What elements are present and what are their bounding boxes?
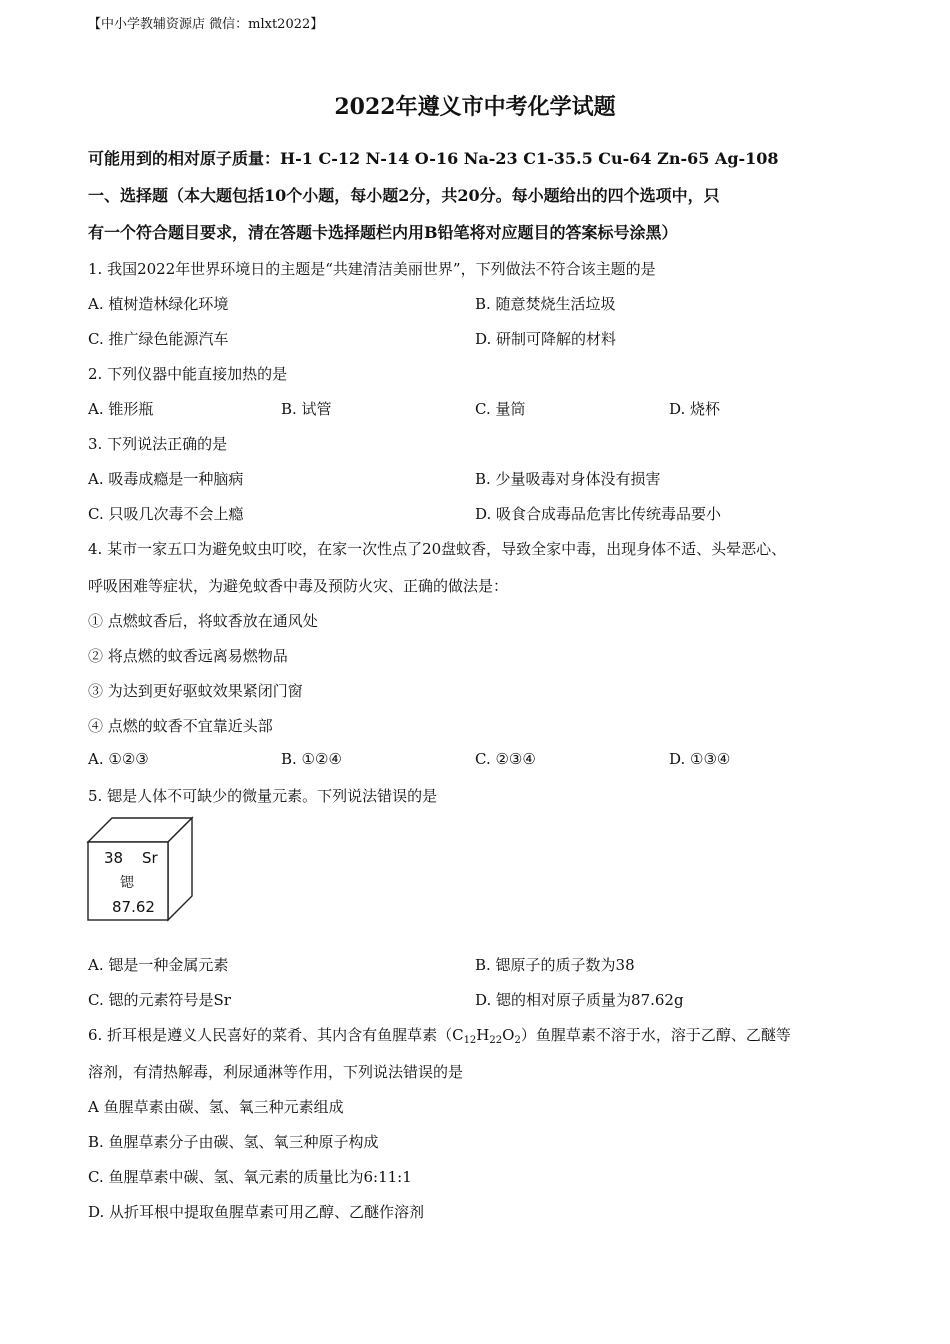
q6-h: H xyxy=(476,1026,490,1044)
q2-stem: 2. 下列仪器中能直接加热的是 xyxy=(88,365,288,383)
q4-statement-3: ③ 为达到更好驱蚊效果紧闭门窗 xyxy=(88,682,303,700)
q6-option-a: A 鱼腥草素由碳、氢、氧三种元素组成 xyxy=(88,1098,344,1116)
q3-option-b: B. 少量吸毒对身体没有损害 xyxy=(475,470,661,488)
q1-option-d: D. 研制可降解的材料 xyxy=(475,330,617,348)
q2-option-d: D. 烧杯 xyxy=(669,400,721,418)
page-header: 【中小学教辅资源店 微信：mlxt2022】 xyxy=(88,17,324,32)
q5-option-d: D. 锶的相对原子质量为87.62g xyxy=(475,991,684,1009)
q6-stem-line1 xyxy=(88,1024,791,1045)
element-atomic-number: 38 xyxy=(104,849,124,867)
q6-sub-2: 2 xyxy=(514,1035,521,1046)
q6-stem-post: ）鱼腥草素不溶于水，溶于乙醇、乙醚等 xyxy=(520,1026,791,1044)
q4-statement-1: ① 点燃蚊香后，将蚊香放在通风处 xyxy=(88,612,318,630)
q2-option-b: B. 试管 xyxy=(281,400,332,418)
element-symbol: Sr xyxy=(142,849,158,867)
q4-option-d: D. ①③④ xyxy=(669,750,731,768)
q1-option-c: C. 推广绿色能源汽车 xyxy=(88,330,229,348)
q4-stem-line1: 4. 某市一家五口为避免蚊虫叮咬，在家一次性点了20盘蚊香，导致全家中毒，出现身体不适、头晕恶心、 xyxy=(88,540,787,558)
q4-statement-2: ② 将点燃的蚊香远离易燃物品 xyxy=(88,647,288,665)
q6-sub-12: 12 xyxy=(463,1035,477,1046)
q6-option-b: B. 鱼腥草素分子由碳、氢、氧三种原子构成 xyxy=(88,1133,379,1151)
q2-option-a: A. 锥形瓶 xyxy=(88,400,154,418)
q6-stem-line2: 溶剂，有清热解毒，利尿通淋等作用，下列说法错误的是 xyxy=(88,1063,464,1081)
q4-option-c: C. ②③④ xyxy=(475,750,536,768)
q6-option-c: C. 鱼腥草素中碳、氢、氧元素的质量比为6:11:1 xyxy=(88,1168,412,1186)
q1-option-a: A. 植树造林绿化环境 xyxy=(88,295,229,313)
element-name: 锶 xyxy=(120,875,134,891)
page-title: 2022年遵义市中考化学试题 xyxy=(334,94,616,120)
q5-option-b: B. 锶原子的质子数为38 xyxy=(475,956,635,974)
q2-option-c: C. 量筒 xyxy=(475,400,526,418)
q6-option-d: D. 从折耳根中提取鱼腥草素可用乙醇、乙醚作溶剂 xyxy=(88,1203,425,1221)
q4-option-a: A. ①②③ xyxy=(88,750,149,768)
q5-option-c: C. 锶的元素符号是Sr xyxy=(88,991,231,1009)
q6-stem-pre: 6. 折耳根是遵义人民喜好的菜肴、其内含有鱼腥草素（C xyxy=(88,1026,464,1044)
section-instructions-line1: 一、选择题（本大题包括10个小题，每小题2分，共20分。每小题给出的四个选项中，只 xyxy=(88,186,720,205)
q3-stem: 3. 下列说法正确的是 xyxy=(88,435,228,453)
section-instructions-line2: 有一个符合题目要求，清在答题卡选择题栏内用B铅笔将对应题目的答案标号涂黑） xyxy=(88,223,678,242)
q1-option-b: B. 随意焚烧生活垃圾 xyxy=(475,295,616,313)
q5-option-a: A. 锶是一种金属元素 xyxy=(88,956,229,974)
q4-option-b: B. ①②④ xyxy=(281,750,342,768)
q6-o: O xyxy=(502,1026,515,1044)
q3-option-d: D. 吸食合成毒品危害比传统毒品要小 xyxy=(475,505,722,523)
q5-stem: 5. 锶是人体不可缺少的微量元素。下列说法错误的是 xyxy=(88,787,438,805)
q6-sub-22: 22 xyxy=(489,1035,503,1046)
q3-option-c: C. 只吸几次毒不会上瘾 xyxy=(88,505,244,523)
q3-option-a: A. 吸毒成瘾是一种脑病 xyxy=(88,470,244,488)
q4-stem-line2: 呼吸困难等症状，为避免蚊香中毒及预防火灾、正确的做法是： xyxy=(88,577,509,595)
atomic-masses: 可能用到的相对原子质量：H-1 C-12 N-14 O-16 Na-23 C1-35.5 Cu-64 Zn-65 Ag-108 xyxy=(88,149,779,168)
element-cell-strontium xyxy=(86,816,196,922)
q1-stem: 1. 我国2022年世界环境日的主题是“共建清洁美丽世界”，下列做法不符合该主题的是 xyxy=(88,260,656,278)
element-atomic-mass: 87.62 xyxy=(112,898,155,916)
q4-statement-4: ④ 点燃的蚊香不宜靠近头部 xyxy=(88,717,273,735)
